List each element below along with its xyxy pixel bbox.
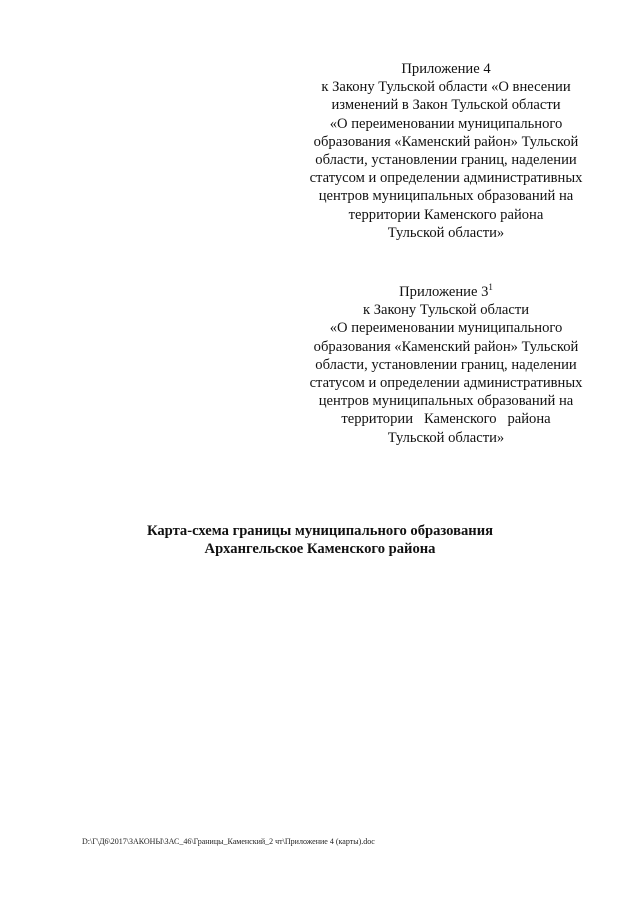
appendix-3-line: центров муниципальных образований на <box>318 393 574 410</box>
appendix-4-line: изменений в Закон Тульской области <box>331 97 561 114</box>
appendix-3-title <box>296 283 596 301</box>
appendix-3-line: статусом и определении административных <box>309 375 583 392</box>
appendix-4-line: Тульской области» <box>387 224 505 241</box>
appendix-3-title-text: Приложение 3 <box>399 284 489 300</box>
map-title <box>0 522 640 558</box>
appendix-3-line: образования «Каменский район» Тульской <box>313 338 579 355</box>
appendix-3-line: Тульской области» <box>387 429 505 446</box>
footer-file-path: D:\Г\Д6\2017\ЗАКОНЫ\ЗАС_46\Границы_Каменский_2 чт\Приложение 4 (карты).doc <box>82 837 375 846</box>
appendix-4-line: статусом и определении административных <box>309 170 583 187</box>
appendix-3-heading <box>296 283 596 447</box>
appendix-4-line: центров муниципальных образований на <box>318 188 574 205</box>
appendix-4-line: к Закону Тульской области «О внесении <box>321 79 571 96</box>
appendix-3-line: области, установлении границ, наделении <box>315 356 577 373</box>
appendix-4-line: области, установлении границ, наделении <box>315 152 577 169</box>
appendix-4-line: образования «Каменский район» Тульской <box>313 133 579 150</box>
map-title-line-2: Архангельское Каменского района <box>204 541 436 558</box>
appendix-3-line: «О переименовании муниципального <box>329 320 563 337</box>
appendix-4-heading <box>296 60 596 242</box>
appendix-4-line: территории Каменского района <box>348 206 544 223</box>
appendix-4-title: Приложение 4 <box>401 61 491 77</box>
map-title-line-1: Карта-схема границы муниципального образования <box>146 523 494 539</box>
appendix-3-line: территории Каменского района <box>341 411 551 428</box>
appendix-3-line: к Закону Тульской области <box>362 302 530 319</box>
appendix-3-title-superscript: 1 <box>488 282 493 293</box>
appendix-4-line: «О переименовании муниципального <box>329 115 563 132</box>
